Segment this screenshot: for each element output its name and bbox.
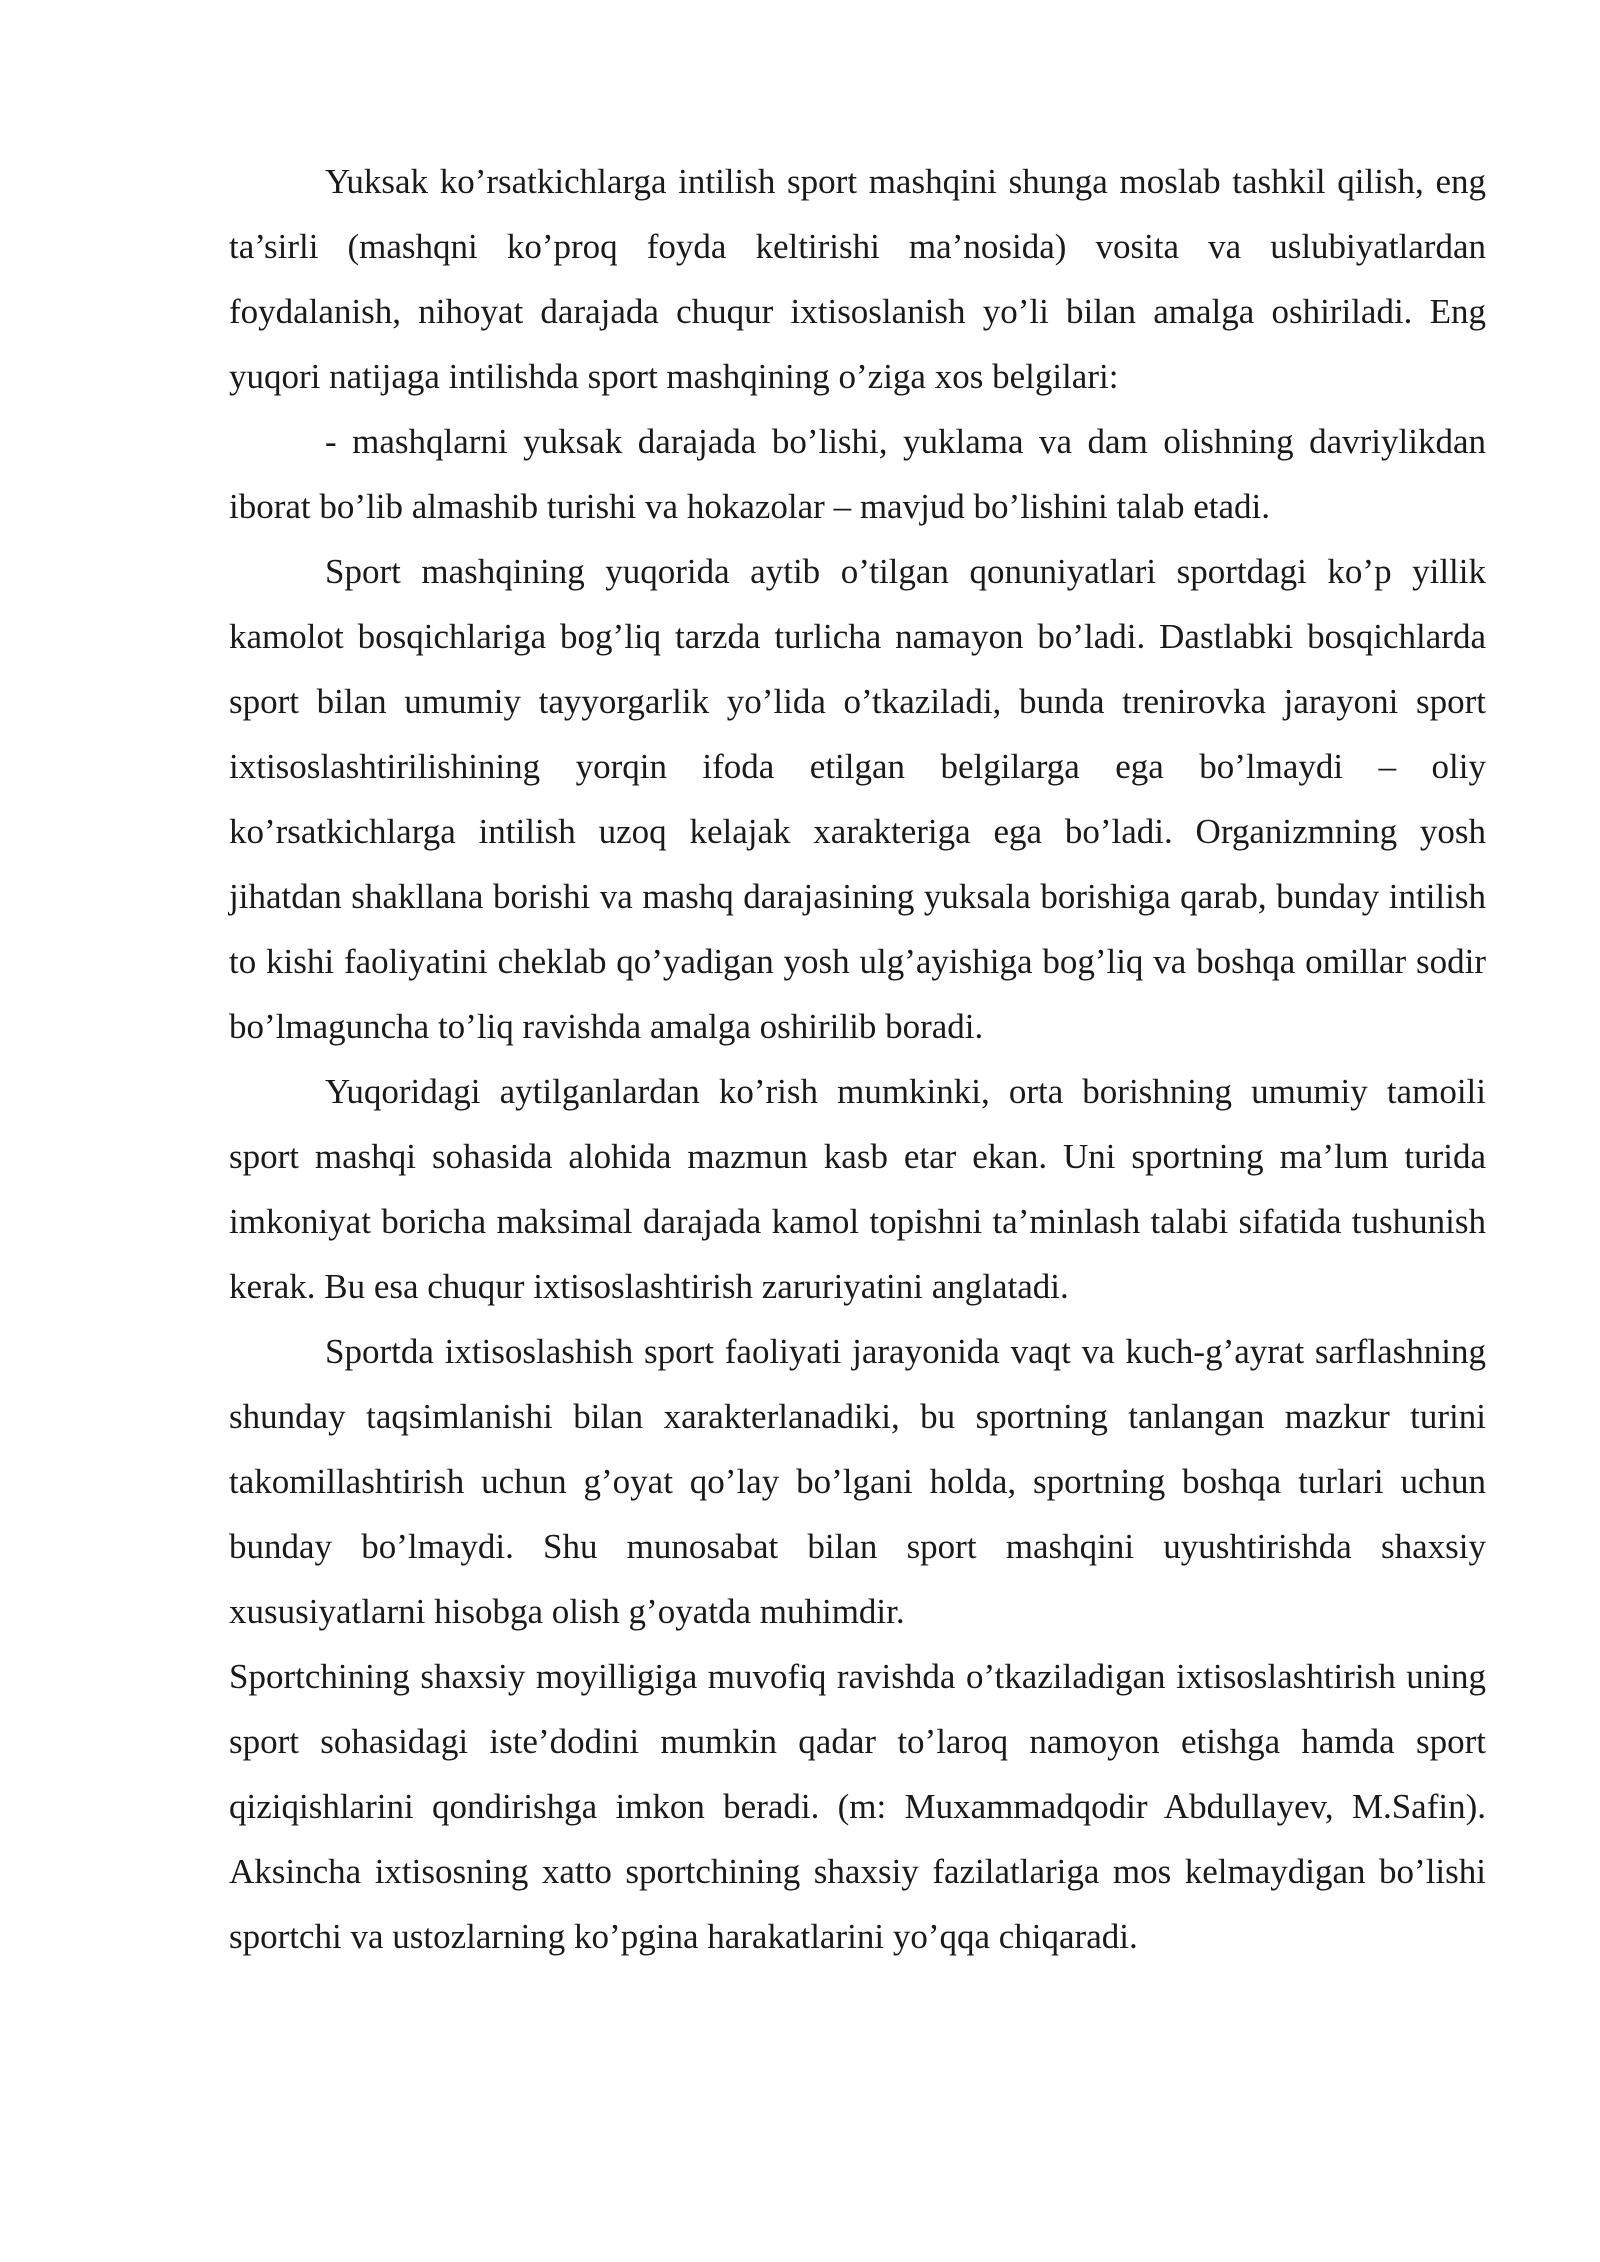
document-body bbox=[229, 149, 1486, 1969]
paragraph-1: Yuksak ko’rsatkichlarga intilish sport mashqini shunga moslab tashkil qilish, eng ta’sirli (mashqni ko’proq foyda keltirishi ma’nosida) vosita va uslubiyatlardan foydalanish, nihoyat darajada chuqur ixtisoslanish yo’li bilan amalga oshiriladi. Eng yuqori natijaga intilishda sport mashqining o’ziga xos belgilari: bbox=[229, 162, 1486, 396]
paragraph-3: Sport mashqining yuqorida aytib o’tilgan qonuniyatlari sportdagi ko’p yillik kamolot bosqichlariga bog’liq tarzda turlicha namayon bo’ladi. Dastlabki bosqichlarda sport bilan umumiy tayyorgarlik yo’lida o’tkaziladi, bunda trenirovka jarayoni sport ixtisoslashtirilishining yorqin ifoda etilgan belgilarga ega bo’lmaydi – oliy ko’rsatkichlarga intilish uzoq kelajak xarakteriga ega bo’ladi. Organizmning yosh jihatdan shakllana borishi va mashq darajasining yuksala borishiga qarab, bunday intilish to kishi faoliyatini cheklab qo’yadigan yosh ulg’ayishiga bog’liq va boshqa omillar sodir bo’lmaguncha to’liq ravishda amalga oshirilib boradi. bbox=[229, 552, 1486, 1046]
paragraph-2-list-item: - mashqlarni yuksak darajada bo’lishi, yuklama va dam olishning davriylikdan iborat bo’lib almashib turishi va hokazolar – mavjud bo’lishini talab etadi. bbox=[229, 422, 1486, 526]
paragraph-5: Sportda ixtisoslashish sport faoliyati jarayonida vaqt va kuch-g’ayrat sarflashning shunday taqsimlanishi bilan xarakterlanadiki, bu sportning tanlangan mazkur turini takomillashtirish uchun g’oyat qo’lay bo’lgani holda, sportning boshqa turlari uchun bunday bo’lmaydi. Shu munosabat bilan sport mashqini uyushtirishda shaxsiy xususiyatlarni hisobga olish g’oyatda muhimdir. bbox=[229, 1332, 1486, 1631]
paragraph-4: Yuqoridagi aytilganlardan ko’rish mumkinki, orta borishning umumiy tamoili sport mashqi sohasida alohida mazmun kasb etar ekan. Uni sportning ma’lum turida imkoniyat boricha maksimal darajada kamol topishni ta’minlash talabi sifatida tushunish kerak. Bu esa chuqur ixtisoslashtirish zaruriyatini anglatadi. bbox=[229, 1072, 1486, 1306]
paragraph-6: Sportchining shaxsiy moyilligiga muvofiq ravishda o’tkaziladigan ixtisoslashtirish uning sport sohasidagi iste’dodini mumkin qadar to’laroq namoyon etishga hamda sport qiziqishlarini qondirishga imkon beradi. (m: Muxammadqodir Abdullayev, M.Safin). Aksincha ixtisosning xatto sportchining shaxsiy fazilatlariga mos kelmaydigan bo’lishi sportchi va ustozlarning ko’pgina harakatlarini yo’qqa chiqaradi. bbox=[229, 1657, 1486, 1956]
